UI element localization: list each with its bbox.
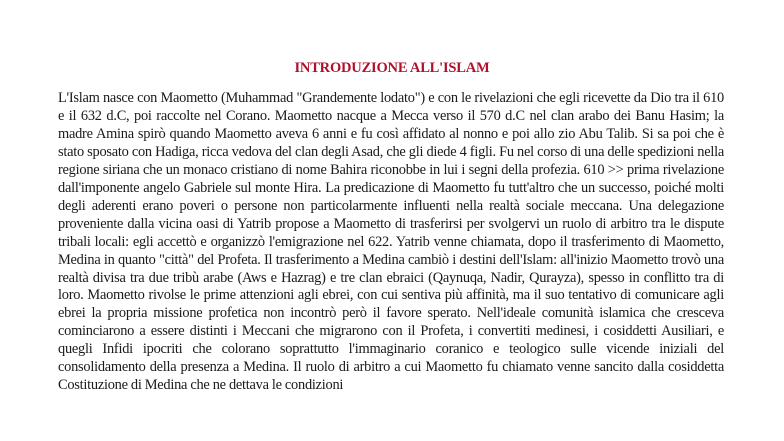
body-paragraph: L'Islam nasce con Maometto (Muhammad "Grandemente lodato") e con le rivelazioni che egli ricevette da Dio tra il 610 e il 632 d.C, poi raccolte nel Corano. Maometto nacque a Mecca verso il 570 d.C nel clan arabo dei Banu Hasim; la madre Amina spirò quando Maometto aveva 6 anni e fu così affidato al nonno e poi allo zio Abu Talib. Si sa poi che è stato sposato con Hadiga, ricca vedova del clan degli Asad, che gli diede 4 figli. Fu nel corso di una delle spedizioni nella regione siriana che un monaco cristiano di nome Bahira riconobbe in lui i segni della profezia. 610 >> prima rivelazione dall'imponente angelo Gabriele sul monte Hira. La predicazione di Maometto fu tutt'altro che un successo, poiché molti degli aderenti erano poveri o persone non particolarmente influenti nella realtà sociale meccana. Una delegazione proveniente dalla vicina oasi di Yatrib propose a Maometto di trasferirsi per svolgervi un ruolo di arbitro tra le dispute tribali locali: egli accettò e organizzò l'emigrazione nel 622. Yatrib venne chiamata, dopo il trasferimento di Maometto, Medina in quanto "città" del Profeta. Il trasferimento a Medina cambiò i destini dell'Islam: all'inizio Maometto trovò una realtà divisa tra due tribù arabe (Aws e Hazrag) e tre clan ebraici (Qaynuqa, Nadir, Qurayza), spesso in conflitto tra di loro. Maometto rivolse le prime attenzioni agli ebrei, con cui sentiva più affinità, ma il suo tentativo di comunicare agli ebrei la propria missione profetica non incontrò però il favore sperato. Nell'ideale comunità islamica che cresceva cominciarono a essere distinti i Meccani che migrarono con il Profeta, i convertiti medinesi, i cosiddetti Ausiliari, e quegli Infidi ipocriti che colorano soprattutto l'immaginario coranico e teologico sulle vicende iniziali del consolidamento della presenza a Medina. Il ruolo di arbitro a cui Maometto fu chiamato venne sancito dalla cosiddetta Costituzione di Medina che ne dettava le condizioni	[58, 90, 724, 394]
document-title: INTRODUZIONE ALL'ISLAM	[294, 60, 490, 76]
